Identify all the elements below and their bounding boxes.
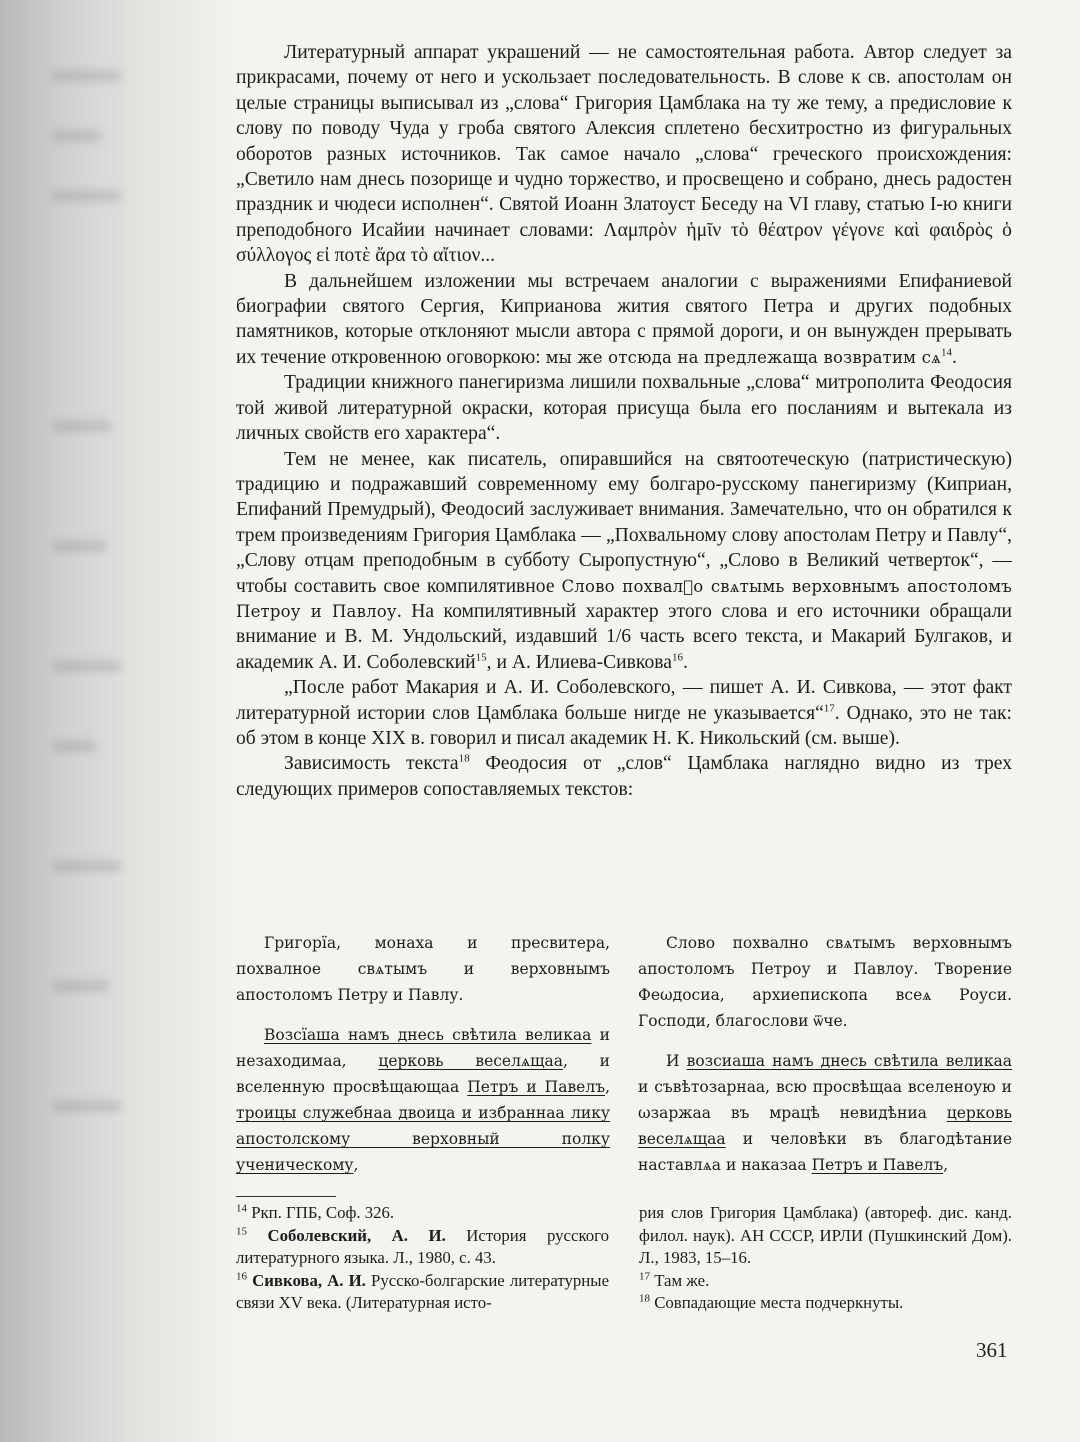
paragraph-2: В дальнейшем изложении мы встречаем аналогии с выражениями Епифаниевой биографии святого Сергия, Киприанова жития святого Петра и других подобных памятников, которые отклоняют мысли автора с прямой дороги, и он вынужден прерывать их течение откровенною оговоркою: мы же отсюда на предлежаща возвратим $сѧ^{14}$.	[236, 270, 1012, 368]
footnotes-right	[639, 1202, 1012, 1315]
footnote-16: $^{16}$ Сивкова, А. И. Русско-болгарские литературные связи XV века. (Литературная исто-	[236, 1270, 610, 1313]
right-column-title: Слово похвално свѧтымъ верховнымъ апостоломъ Петроу и Павлоу. Творение Феωдосиа, архиепископа всеѧ Роуси. Господи, благослови ѿче.	[638, 934, 1012, 1030]
footnote-18: $^{18}$ Совпадающие места подчеркнуты.	[639, 1292, 904, 1313]
bleed-through-mark	[52, 860, 122, 872]
footnotes-left	[236, 1202, 609, 1315]
footnote-ref-14: 14	[941, 346, 953, 359]
paragraph-6: Зависимость текста$^{18}$ Феодосия от „слов“ Цамблака наглядно видно из трех следующих примеров сопоставляемых текстов:	[236, 752, 1012, 800]
right-column-text: И возсиаша намъ днесь свѣтила великаа и съвѣтозарнаа, всю просвѣщаа вселеноую и ωзаржаа въ мрацѣ невидѣниа церковь веселѧщаа и человѣки въ благодѣтание наставлѧа и наказаа Петръ и Павелъ,	[638, 1052, 1012, 1174]
left-column-text: Возсїаша намъ днесь свѣтила великаа и незаходимаа, церковь веселѧщаа, и вселенную просвѣщающаа Петръ и Павелъ, троицы служебнаа двоица и избраннаа лику апостолскому верховный полку ученическому,	[236, 1026, 611, 1174]
left-column-title: Григорїа, монаха и пресвитера, похвалное свѧтымъ и верховнымъ апостоломъ Петру и Павлу.	[236, 934, 610, 1004]
page-number: 361	[976, 1338, 1008, 1362]
slavonic-title: Слово похвалⷩо свѧтымь верховнымъ апостоломъ Петроу и Павлоу	[236, 576, 1012, 621]
bleed-through-mark	[52, 540, 107, 552]
slavonic-quote: мы же отсюда на предлежаща возвратим сѧ	[545, 347, 942, 367]
bleed-through-mark	[52, 70, 122, 82]
footnote-ref-16: 16	[671, 651, 683, 664]
paragraph-3: Традиции книжного панегиризма лишили похвальные „слова“ митрополита Феодосия той живой литературной окраски, которая присуща была его посланиям и вытекала из личных свойств его характера“.	[236, 372, 1012, 445]
footnote-divider	[236, 1196, 336, 1197]
bleed-through-mark	[52, 130, 102, 142]
main-text	[236, 40, 1012, 802]
footnote-15: $^{15}$ Соболевский, А. И. История русского литературного языка. Л., 1980, с. 43.	[236, 1225, 609, 1268]
right-column-feodosiy	[638, 930, 1012, 1174]
left-column-tsamblak	[236, 930, 611, 1174]
bleed-through-mark	[52, 980, 110, 992]
greek-quote: Λαμπρὸν ἡμῖν τὸ θέατρον γέγονε καὶ φαιδρὸς ὁ σύλλογος εἰ ποτὲ ἄρα τὸ αἴτιον...	[236, 219, 1012, 267]
paragraph-1: Литературный аппарат украшений — не самостоятельная работа. Автор следует за прикрасами, почему от него и ускользает последовательность. В слове к св. апостолам он целые страницы выписывал из „слова“ Григория Цамблака на ту же тему, а предисловие к слову по поводу Чуда у гроба святого Алексия сплетено бесхитростно из фигуральных оборотов разных источников. Так самое начало „слова“ греческого происхождения: „Светило нам днесь позорище и чудно торжество, и просвещено и собрано, днесь радостен праздник и чюдеси исполнен“. Святой Иоанн Златоуст Беседу на VI главу, статью I-ю книги преподобного Исайии начинает словами: Λαμπρὸν ἡμῖν τὸ θέατρον γέγονε καὶ φαιδρὸς ὁ σύλλογος εἰ ποτὲ ἄρα τὸ αἴτιον...	[236, 42, 1012, 267]
footnote-ref-15: 15	[475, 651, 487, 664]
bleed-through-mark	[52, 660, 122, 672]
paragraph-4: Тем не менее, как писатель, опиравшийся на святоотеческую (патристическую) традицию и подражавший современному ему болгаро-русскому панегиризму (Киприан, Епифаний Премудрый), Феодосий заслуживает внимания. Замечательно, что он обратился к трем произведениям Григория Цамблака — „Похвальному слову апостолам Петру и Павлу“, „Слову отцам преподобным в субботу Сыропустную“, „Слово в Великий четверток“, — чтобы составить свое компилятивное Слово похвалⷩо свѧтымь верховнымъ апостоломъ Петроу и Павлоу. На компилятивный характер этого слова и его источники обращали внимание и В. М. Ундольский, издавший 1/6 часть всего текста, и Макарий Булгаков, и академик А. И. Соболевский$^{15}$, и А. Илиева-Сивкова$^{16}$.	[236, 448, 1012, 673]
footnote-ref-18: 18	[458, 752, 470, 765]
footnote-14: $^{14}$ Ркп. ГПБ, Соф. 326.	[236, 1202, 395, 1222]
bleed-through-mark	[52, 1100, 122, 1112]
book-gutter-shadow	[0, 0, 240, 1442]
paragraph-5: „После работ Макария и А. И. Соболевского, — пишет А. И. Сивкова, — этот факт литературной истории слов Цамблака больше нигде не указывается“$^{17}$. Однако, это не так: об этом в конце XIX в. говорил и писал академик Н. К. Никольский (см. выше).	[236, 677, 1012, 749]
bleed-through-mark	[52, 190, 122, 202]
bleed-through-mark	[52, 740, 97, 752]
footnote-ref-17: 17	[823, 702, 835, 715]
footnote-17: $^{17}$ Там же.	[639, 1270, 710, 1290]
comparison-columns	[236, 930, 1012, 1174]
footnotes	[236, 1202, 1012, 1315]
bleed-through-mark	[52, 420, 112, 432]
footnote-16-continued: рия слов Григория Цамблака) (автореф. дис. канд. филол. наук). АН СССР, ИРЛИ (Пушкинский Дом). Л., 1983, 15–16.	[639, 1203, 1012, 1268]
